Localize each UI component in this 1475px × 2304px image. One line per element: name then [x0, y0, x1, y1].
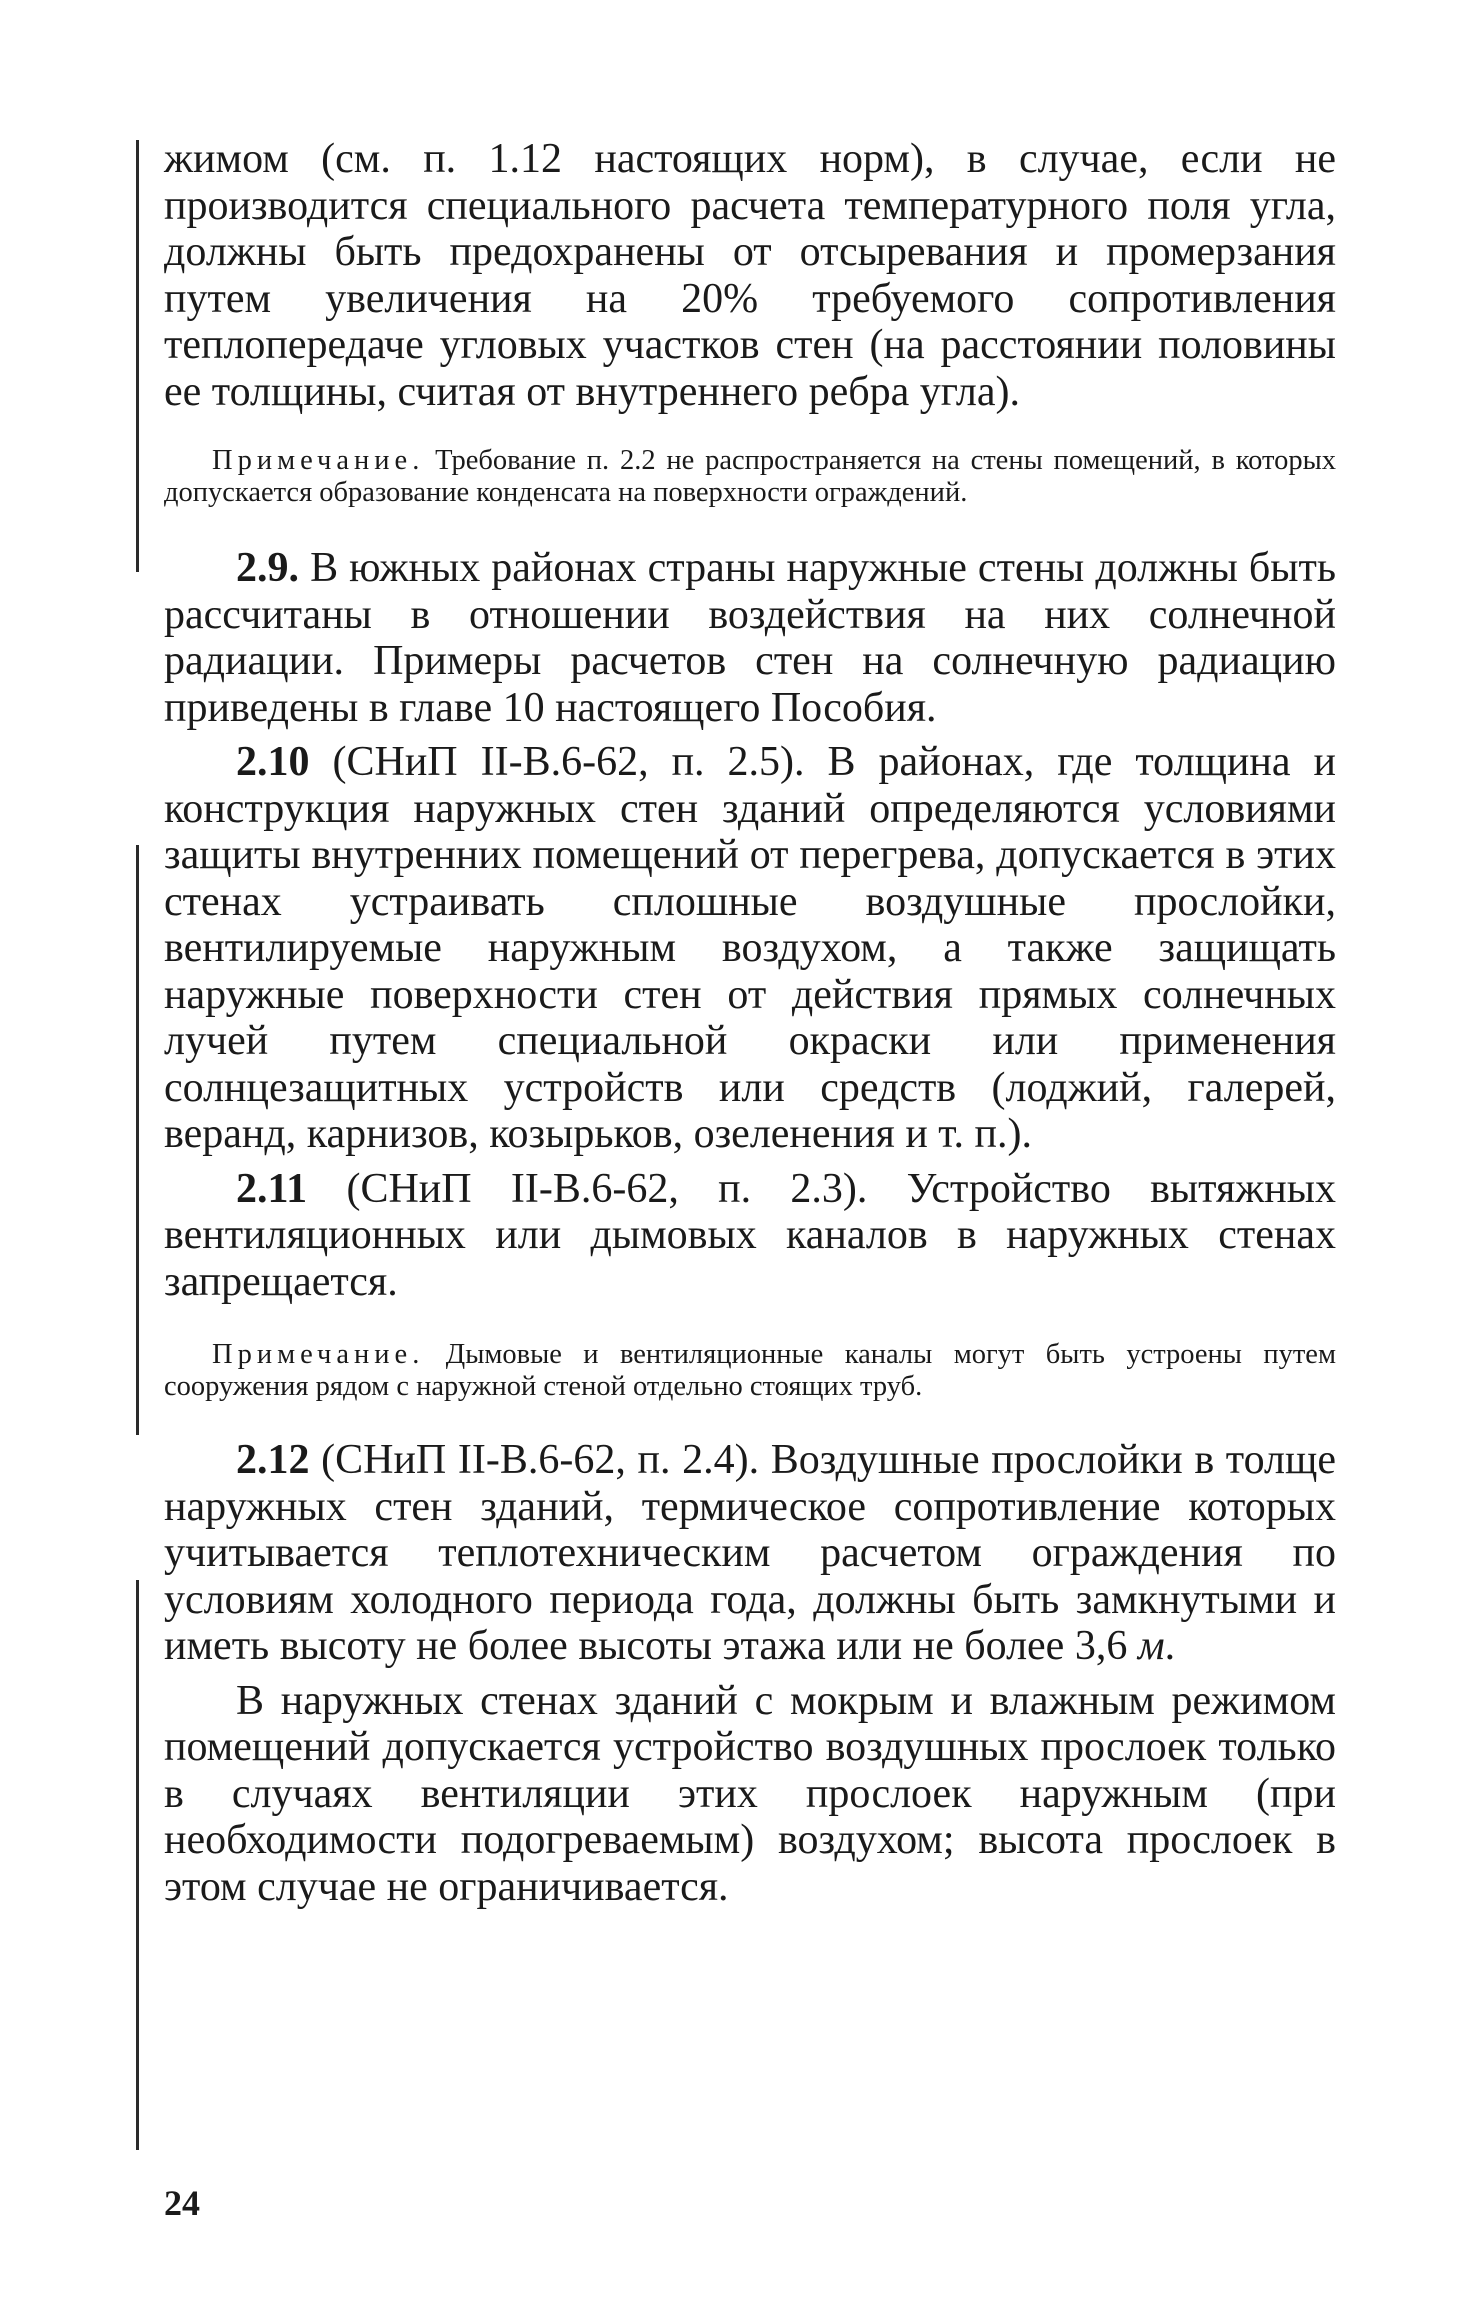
revision-bar	[136, 140, 139, 572]
note-label: Примечание.	[212, 445, 425, 476]
note-text: Дымовые и вентиляционные каналы могут быть устроены путем сооружения рядом с наружной стеной отдельно стоящих труб.	[164, 1339, 1336, 1402]
clause-2-12	[164, 1437, 1336, 1670]
clause-number: 2.10	[236, 739, 310, 785]
clause-number: 2.12	[236, 1437, 310, 1483]
page-number: 24	[164, 2183, 200, 2223]
clause-text: (СНиП II-В.6-62, п. 2.5). В районах, где толщина и конструкция наружных стен зданий определяются условиями защиты внутренних помещений от перегрева, допускается в этих стенах устраивать сплошные воздушные прослойки, вентилируемые наружным воздухом, а также защищать наружные поверхности стен от действия прямых солнечных лучей путем специальной окраски или применения солнцезащитных устройств или средств (лоджий, галерей, веранд, карнизов, козырьков, озеленения и т. п.).	[164, 739, 1336, 1157]
paragraph-continued: жимом (см. п. 1.12 настоящих норм), в случае, если не производится специального расчета температурного поля угла, должны быть предохранены от отсыревания и промерзания путем увеличения на 20% требуемого сопротивления теплопередаче угловых участков стен (на расстоянии половины ее толщины, считая от внутреннего ребра угла).	[164, 136, 1336, 415]
clause-number: 2.11	[236, 1165, 308, 1212]
clause-number: 2.9.	[236, 545, 299, 591]
note-paragraph	[164, 445, 1336, 509]
unit-label: м	[1137, 1623, 1165, 1669]
note-paragraph	[164, 1339, 1336, 1403]
clause-text: (СНиП II-В.6-62, п. 2.3). Устройство вытяжных вентиляционных или дымовых каналов в наружных стенах запрещается.	[164, 1165, 1336, 1305]
revision-bar	[136, 1580, 139, 2150]
note-label: Примечание.	[212, 1339, 425, 1370]
clause-2-11	[164, 1166, 1336, 1306]
text-column	[164, 136, 1336, 1910]
note-text: Требование п. 2.2 не распространяется на стены помещений, в которых допускается образование конденсата на поверхности ограждений.	[164, 445, 1336, 508]
clause-tail: .	[1164, 1623, 1176, 1669]
paragraph-final: В наружных стенах зданий с мокрым и влажным режимом помещений допускается устройство воздушных прослоек только в случаях вентиляции этих прослоек наружным (при необходимости подогреваемым) воздухом; высота прослоек в этом случае не ограничивается.	[164, 1677, 1336, 1910]
revision-bar	[136, 845, 139, 1435]
clause-text: В южных районах страны наружные стены должны быть рассчитаны в отношении воздействия на них солнечной радиации. Примеры расчетов стен на солнечную радиацию приведены в главе 10 настоящего Пособия.	[164, 545, 1336, 731]
clause-2-10	[164, 739, 1336, 1158]
clause-2-9	[164, 545, 1336, 731]
clause-text: (СНиП II-В.6-62, п. 2.4). Воздушные прослойки в толще наружных стен зданий, термическое сопротивление которых учитывается теплотехническим расчетом ограждения по условиям холодного периода года, должны быть замкнутыми и иметь высоту не более высоты этажа или не более 3,6	[164, 1437, 1336, 1669]
